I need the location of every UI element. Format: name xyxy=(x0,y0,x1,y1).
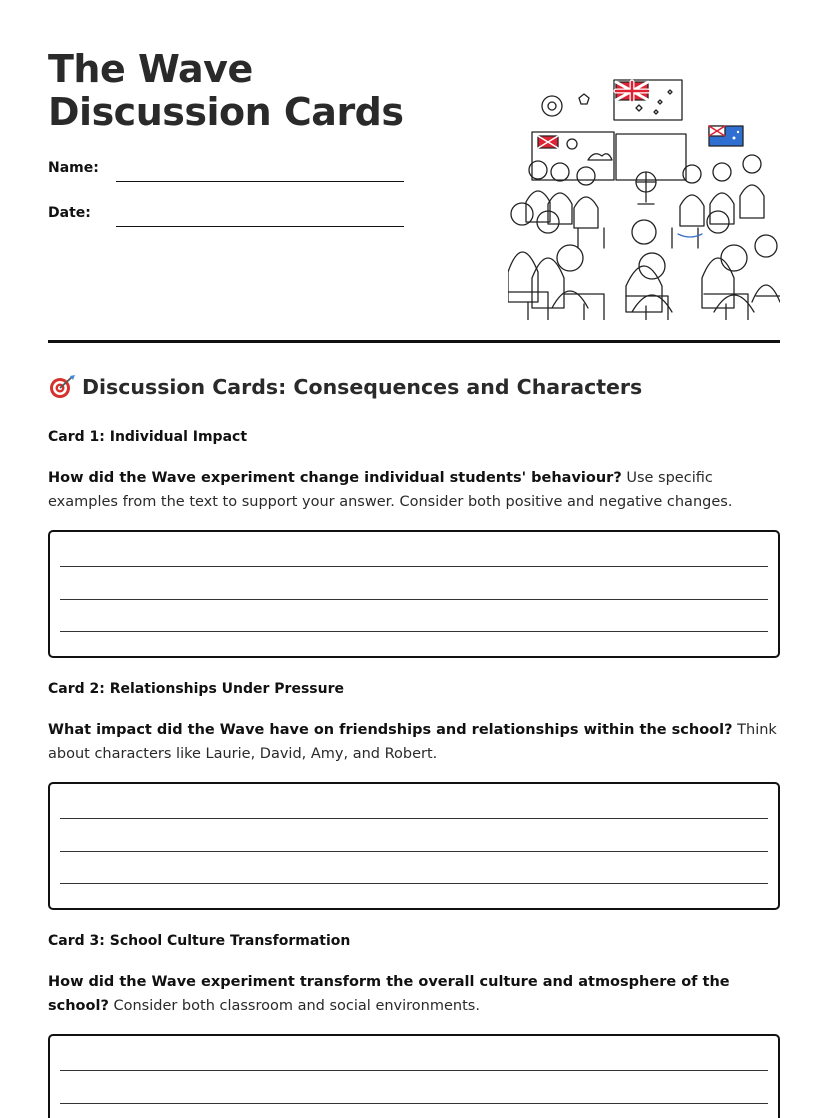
card-1-answer-box[interactable] xyxy=(48,530,780,658)
date-label: Date: xyxy=(48,205,91,221)
classroom-discussion-illustration xyxy=(508,72,780,320)
section-title xyxy=(48,374,642,399)
name-field[interactable] xyxy=(48,160,408,184)
card-3-heading: Card 3: School Culture Transformation xyxy=(48,933,351,949)
answer-line xyxy=(60,631,768,632)
section-title-text: Discussion Cards: Consequences and Characters xyxy=(82,375,643,399)
card-2-heading: Card 2: Relationships Under Pressure xyxy=(48,681,344,697)
card-3-question-rest: Consider both classroom and social environments. xyxy=(108,998,480,1014)
card-3-question xyxy=(48,970,780,1018)
card-1-heading: Card 1: Individual Impact xyxy=(48,429,248,445)
target-icon xyxy=(48,374,76,398)
date-field[interactable] xyxy=(48,205,408,229)
answer-line xyxy=(60,851,768,852)
answer-line xyxy=(60,599,768,600)
name-label: Name: xyxy=(48,160,99,176)
card-2-question-rest: Think about characters like Laurie, David, Amy, and Robert. xyxy=(48,722,777,762)
card-2-question-bold: What impact did the Wave have on friendships and relationships within the school? xyxy=(48,722,733,738)
worksheet-page xyxy=(48,0,780,1014)
card-3-answer-box[interactable] xyxy=(48,1034,780,1118)
card-2-question xyxy=(48,718,780,766)
date-input-line[interactable] xyxy=(116,226,404,227)
answer-line xyxy=(60,1070,768,1071)
answer-line xyxy=(60,566,768,567)
name-input-line[interactable] xyxy=(116,181,404,182)
worksheet-header xyxy=(48,0,780,343)
card-2-answer-box[interactable] xyxy=(48,782,780,910)
answer-line xyxy=(60,1103,768,1104)
card-1-question xyxy=(48,466,780,514)
card-3-question-bold: How did the Wave experiment transform the overall culture and atmosphere of the school? xyxy=(48,974,730,1014)
answer-line xyxy=(60,818,768,819)
card-1-question-rest: Use specific examples from the text to support your answer. Consider both positive and negative changes. xyxy=(48,470,733,510)
card-1-question-bold: How did the Wave experiment change individual students' behaviour? xyxy=(48,470,622,486)
page-title: The Wave Discussion Cards xyxy=(48,47,404,134)
answer-line xyxy=(60,883,768,884)
